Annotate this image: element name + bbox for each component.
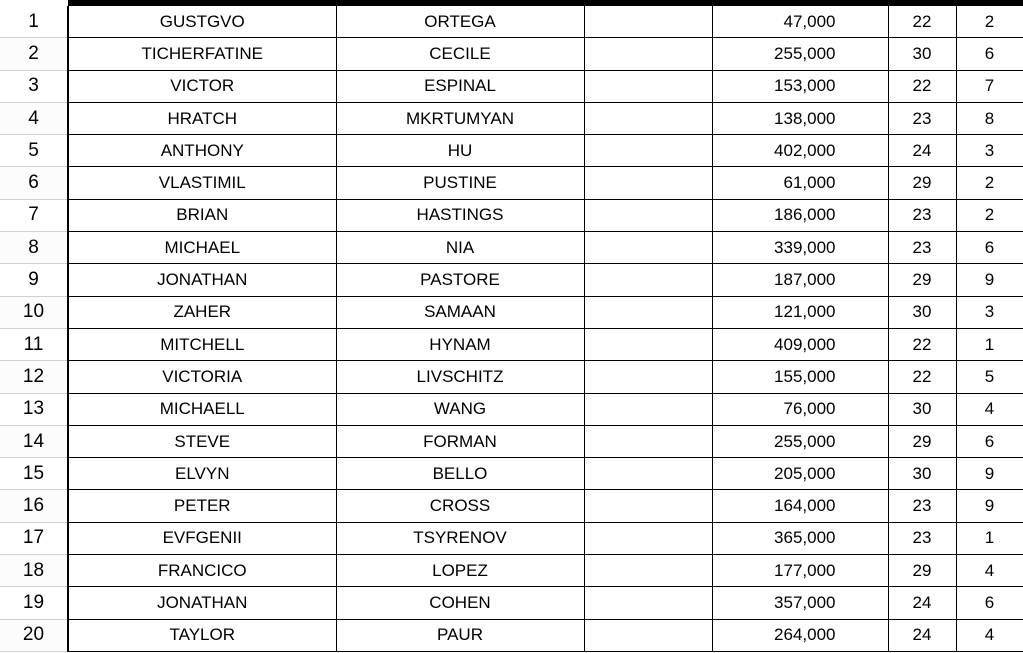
cell-amount[interactable]: 339,000: [712, 232, 888, 264]
cell-age[interactable]: 30: [888, 458, 956, 490]
cell-last-name[interactable]: TSYRENOV: [336, 522, 584, 554]
cell-last-name[interactable]: HASTINGS: [336, 199, 584, 231]
table-row: [0, 587, 1023, 619]
cell-last-name[interactable]: LIVSCHITZ: [336, 361, 584, 393]
cell-empty[interactable]: [584, 167, 712, 199]
cell-rank[interactable]: 6: [956, 587, 1023, 619]
cell-first-name[interactable]: TICHERFATINE: [68, 38, 336, 70]
row-number[interactable]: 7: [0, 199, 68, 231]
cell-first-name[interactable]: BRIAN: [68, 199, 336, 231]
cell-first-name[interactable]: VICTOR: [68, 70, 336, 102]
cell-last-name[interactable]: NIA: [336, 232, 584, 264]
row-number[interactable]: 19: [0, 587, 68, 619]
cell-empty[interactable]: [584, 458, 712, 490]
cell-empty[interactable]: [584, 199, 712, 231]
cell-amount[interactable]: 155,000: [712, 361, 888, 393]
cell-rank[interactable]: 9: [956, 458, 1023, 490]
cell-last-name[interactable]: CECILE: [336, 38, 584, 70]
row-number[interactable]: 13: [0, 393, 68, 425]
cell-empty[interactable]: [584, 328, 712, 360]
cell-last-name[interactable]: PUSTINE: [336, 167, 584, 199]
table-row: [0, 393, 1023, 425]
cell-rank[interactable]: 2: [956, 199, 1023, 231]
cell-empty[interactable]: [584, 619, 712, 651]
table-row: [0, 167, 1023, 199]
cell-age[interactable]: 23: [888, 522, 956, 554]
cell-age[interactable]: 22: [888, 361, 956, 393]
cell-amount[interactable]: 409,000: [712, 328, 888, 360]
cell-last-name[interactable]: BELLO: [336, 458, 584, 490]
cell-amount[interactable]: 121,000: [712, 296, 888, 328]
table-row: [0, 102, 1023, 134]
cell-age[interactable]: 30: [888, 38, 956, 70]
row-number[interactable]: 11: [0, 328, 68, 360]
table-row: [0, 296, 1023, 328]
row-number[interactable]: 15: [0, 458, 68, 490]
cell-age[interactable]: 23: [888, 232, 956, 264]
row-number[interactable]: 9: [0, 264, 68, 296]
cell-empty[interactable]: [584, 135, 712, 167]
cell-amount[interactable]: 186,000: [712, 199, 888, 231]
table-row: [0, 522, 1023, 554]
cell-amount[interactable]: 264,000: [712, 619, 888, 651]
data-table: [0, 6, 1023, 652]
table-row: [0, 6, 1023, 38]
cell-age[interactable]: 30: [888, 393, 956, 425]
cell-empty[interactable]: [584, 555, 712, 587]
row-number[interactable]: 3: [0, 70, 68, 102]
cell-age[interactable]: 23: [888, 199, 956, 231]
cell-rank[interactable]: 6: [956, 425, 1023, 457]
row-number[interactable]: 20: [0, 619, 68, 651]
cell-rank[interactable]: 5: [956, 361, 1023, 393]
row-number[interactable]: 5: [0, 135, 68, 167]
cell-last-name[interactable]: WANG: [336, 393, 584, 425]
cell-last-name[interactable]: LOPEZ: [336, 555, 584, 587]
cell-last-name[interactable]: FORMAN: [336, 425, 584, 457]
cell-last-name[interactable]: MKRTUMYAN: [336, 102, 584, 134]
cell-first-name[interactable]: VICTORIA: [68, 361, 336, 393]
row-number[interactable]: 17: [0, 522, 68, 554]
table-row: [0, 361, 1023, 393]
cell-age[interactable]: 24: [888, 587, 956, 619]
cell-first-name[interactable]: JONATHAN: [68, 264, 336, 296]
cell-first-name[interactable]: JONATHAN: [68, 587, 336, 619]
cell-empty[interactable]: [584, 232, 712, 264]
table-row: [0, 555, 1023, 587]
cell-first-name[interactable]: VLASTIMIL: [68, 167, 336, 199]
cell-empty[interactable]: [584, 296, 712, 328]
cell-rank[interactable]: 9: [956, 264, 1023, 296]
cell-rank[interactable]: 1: [956, 328, 1023, 360]
cell-amount[interactable]: 187,000: [712, 264, 888, 296]
cell-rank[interactable]: 9: [956, 490, 1023, 522]
cell-amount[interactable]: 255,000: [712, 425, 888, 457]
cell-last-name[interactable]: CROSS: [336, 490, 584, 522]
cell-last-name[interactable]: ESPINAL: [336, 70, 584, 102]
cell-last-name[interactable]: PASTORE: [336, 264, 584, 296]
table-row: [0, 264, 1023, 296]
cell-age[interactable]: 24: [888, 619, 956, 651]
cell-rank[interactable]: 6: [956, 38, 1023, 70]
cell-rank[interactable]: 8: [956, 102, 1023, 134]
cell-age[interactable]: 29: [888, 555, 956, 587]
cell-empty[interactable]: [584, 6, 712, 38]
cell-rank[interactable]: 4: [956, 555, 1023, 587]
cell-last-name[interactable]: SAMAAN: [336, 296, 584, 328]
cell-first-name[interactable]: ANTHONY: [68, 135, 336, 167]
cell-amount[interactable]: 255,000: [712, 38, 888, 70]
cell-rank[interactable]: 1: [956, 522, 1023, 554]
cell-empty[interactable]: [584, 587, 712, 619]
cell-amount[interactable]: 47,000: [712, 6, 888, 38]
cell-age[interactable]: 22: [888, 328, 956, 360]
row-number[interactable]: 12: [0, 361, 68, 393]
cell-last-name[interactable]: HYNAM: [336, 328, 584, 360]
cell-rank[interactable]: 4: [956, 393, 1023, 425]
table-row: [0, 199, 1023, 231]
cell-empty[interactable]: [584, 393, 712, 425]
cell-amount[interactable]: 164,000: [712, 490, 888, 522]
row-number[interactable]: 2: [0, 38, 68, 70]
cell-rank[interactable]: 3: [956, 296, 1023, 328]
cell-first-name[interactable]: GUSTGVO: [68, 6, 336, 38]
table-row: [0, 70, 1023, 102]
row-number[interactable]: 14: [0, 425, 68, 457]
row-number[interactable]: 1: [0, 6, 68, 38]
table-row: [0, 38, 1023, 70]
cell-rank[interactable]: 6: [956, 232, 1023, 264]
row-number[interactable]: 16: [0, 490, 68, 522]
row-number[interactable]: 10: [0, 296, 68, 328]
cell-age[interactable]: 24: [888, 135, 956, 167]
cell-first-name[interactable]: EVFGENII: [68, 522, 336, 554]
cell-empty[interactable]: [584, 264, 712, 296]
cell-amount[interactable]: 365,000: [712, 522, 888, 554]
cell-rank[interactable]: 7: [956, 70, 1023, 102]
cell-empty[interactable]: [584, 70, 712, 102]
cell-empty[interactable]: [584, 38, 712, 70]
cell-amount[interactable]: 61,000: [712, 167, 888, 199]
cell-age[interactable]: 23: [888, 490, 956, 522]
cell-amount[interactable]: 402,000: [712, 135, 888, 167]
cell-rank[interactable]: 2: [956, 167, 1023, 199]
cell-age[interactable]: 29: [888, 425, 956, 457]
cell-first-name[interactable]: MICHAEL: [68, 232, 336, 264]
cell-first-name[interactable]: HRATCH: [68, 102, 336, 134]
cell-amount[interactable]: 205,000: [712, 458, 888, 490]
cell-rank[interactable]: 3: [956, 135, 1023, 167]
cell-first-name[interactable]: PETER: [68, 490, 336, 522]
cell-empty[interactable]: [584, 361, 712, 393]
cell-first-name[interactable]: ELVYN: [68, 458, 336, 490]
row-number[interactable]: 8: [0, 232, 68, 264]
cell-amount[interactable]: 357,000: [712, 587, 888, 619]
cell-last-name[interactable]: HU: [336, 135, 584, 167]
cell-age[interactable]: 22: [888, 6, 956, 38]
table-row: [0, 232, 1023, 264]
cell-amount[interactable]: 76,000: [712, 393, 888, 425]
cell-last-name[interactable]: PAUR: [336, 619, 584, 651]
cell-age[interactable]: 23: [888, 102, 956, 134]
cell-first-name[interactable]: MICHAELL: [68, 393, 336, 425]
table-row: [0, 135, 1023, 167]
row-number[interactable]: 6: [0, 167, 68, 199]
table-row: [0, 425, 1023, 457]
cell-amount[interactable]: 177,000: [712, 555, 888, 587]
cell-first-name[interactable]: FRANCICO: [68, 555, 336, 587]
cell-age[interactable]: 29: [888, 264, 956, 296]
table-row: [0, 490, 1023, 522]
cell-first-name[interactable]: MITCHELL: [68, 328, 336, 360]
cell-last-name[interactable]: COHEN: [336, 587, 584, 619]
row-number[interactable]: 4: [0, 102, 68, 134]
cell-amount[interactable]: 153,000: [712, 70, 888, 102]
cell-first-name[interactable]: TAYLOR: [68, 619, 336, 651]
table-body: [0, 6, 1023, 651]
cell-age[interactable]: 30: [888, 296, 956, 328]
cell-last-name[interactable]: ORTEGA: [336, 6, 584, 38]
cell-empty[interactable]: [584, 522, 712, 554]
table-row: [0, 619, 1023, 651]
cell-rank[interactable]: 4: [956, 619, 1023, 651]
cell-age[interactable]: 22: [888, 70, 956, 102]
table-row: [0, 458, 1023, 490]
cell-empty[interactable]: [584, 425, 712, 457]
cell-empty[interactable]: [584, 102, 712, 134]
cell-age[interactable]: 29: [888, 167, 956, 199]
cell-first-name[interactable]: STEVE: [68, 425, 336, 457]
table-row: [0, 328, 1023, 360]
row-number[interactable]: 18: [0, 555, 68, 587]
cell-rank[interactable]: 2: [956, 6, 1023, 38]
cell-empty[interactable]: [584, 490, 712, 522]
cell-amount[interactable]: 138,000: [712, 102, 888, 134]
cell-first-name[interactable]: ZAHER: [68, 296, 336, 328]
